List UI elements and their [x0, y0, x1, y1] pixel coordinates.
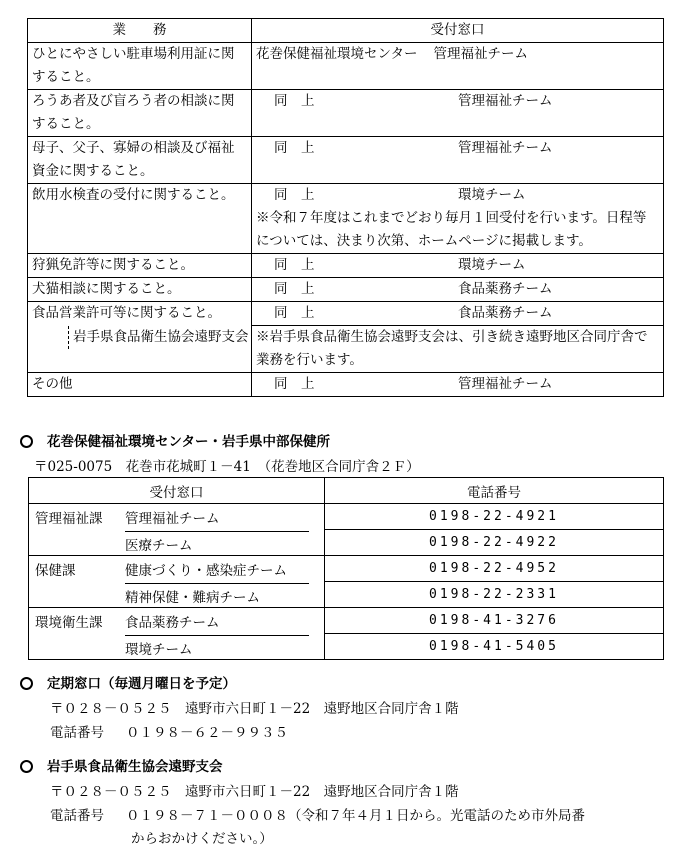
task-cell: 食品営業許可等に関すること。 [28, 302, 252, 326]
header-task: 業 務 [28, 19, 252, 43]
phone-table [28, 477, 664, 660]
circle-bullet-icon [20, 435, 33, 448]
dept-text: 保健課 [35, 562, 76, 579]
team-text: 環境チーム [458, 257, 526, 273]
team-text: 食品薬務チーム [125, 614, 220, 631]
location-cell: ※岩手県食品衛生協会遠野支会は、引き続き遠野地区合同庁舎で業務を行います。 [252, 326, 664, 373]
section3-title [20, 755, 223, 775]
team-cell [29, 556, 325, 582]
location-text: 同 上 [274, 187, 315, 203]
team-cell [29, 582, 325, 608]
table-row [29, 634, 664, 660]
team-text: 健康づくり・感染症チーム [125, 562, 287, 579]
header-window: 受付窓口 [29, 478, 325, 504]
section2-title-text: 定期窓口（毎週月曜日を予定） [47, 676, 236, 692]
location-cell [252, 137, 664, 184]
phone-note: （令和７年４月１日から。光電話のため市外局番 [288, 808, 585, 824]
phone-cell: 0198-22-4922 [325, 530, 664, 556]
task-cell: 飲用水検査の受付に関すること。 [28, 184, 252, 254]
section3-phone-note-2: からおかけください。） [131, 831, 273, 847]
table-row [28, 43, 664, 90]
table-row [28, 254, 664, 278]
location-cell [252, 184, 664, 254]
services-table [27, 18, 664, 397]
location-text: 同 上 [274, 305, 315, 321]
table-row [29, 582, 664, 608]
table-header [28, 19, 664, 43]
phone-cell: 0198-22-2331 [325, 582, 664, 608]
team-cell [29, 504, 325, 530]
location-text: 花巻保健福祉環境センター [256, 46, 418, 62]
table-row [28, 184, 664, 254]
dept-text: 管理福祉課 [35, 510, 103, 527]
team-text: 環境チーム [458, 187, 526, 203]
team-text: 管理福祉チーム [125, 510, 220, 527]
phone-label: 電話番号 [50, 808, 104, 824]
phone-cell: 0198-41-5405 [325, 634, 664, 660]
table-row [28, 90, 664, 137]
section1-title-text: 花巻保健福祉環境センター・岩手県中部保健所 [47, 434, 330, 450]
team-text: 食品薬務チーム [458, 305, 553, 321]
sub-task-text: 岩手県食品衛生協会遠野支会 [68, 326, 251, 349]
phone-cell: 0198-41-3276 [325, 608, 664, 634]
task-cell: 犬猫相談に関すること。 [28, 278, 252, 302]
table-row [29, 608, 664, 634]
table-row [28, 373, 664, 397]
section3-phone-line [50, 804, 585, 824]
section3-address: 〒０２８－０５２５ 遠野市六日町１－22 遠野地区合同庁舎１階 [50, 784, 459, 800]
section2-title [20, 672, 236, 692]
header-phone: 電話番号 [325, 478, 664, 504]
task-cell [28, 326, 252, 373]
section2-address: 〒０２８－０５２５ 遠野市六日町１－22 遠野地区合同庁舎１階 [50, 701, 459, 717]
note-text: ※令和７年度はこれまでどおり毎月１回受付を行います。日程等については、決まり次第、ホームページに掲載します。 [256, 210, 647, 249]
task-cell: ひとにやさしい駐車場利用証に関すること。 [28, 43, 252, 90]
task-cell: 母子、父子、寡婦の相談及び福祉資金に関すること。 [28, 137, 252, 184]
section2-phone-line [50, 721, 288, 741]
team-text: 管理福祉チーム [433, 46, 528, 62]
section3-title-text: 岩手県食品衛生協会遠野支会 [47, 759, 223, 775]
location-text: 同 上 [274, 281, 315, 297]
team-text: 食品薬務チーム [458, 281, 553, 297]
dept-text: 環境衛生課 [35, 614, 103, 631]
phone-number: ０１９８－６２－９９３５ [126, 725, 288, 741]
phone-number: ０１９８－７１－０００８ [126, 808, 288, 824]
team-text: 管理福祉チーム [458, 376, 553, 392]
phone-cell: 0198-22-4952 [325, 556, 664, 582]
task-cell: 狩猟免許等に関すること。 [28, 254, 252, 278]
team-cell [29, 530, 325, 556]
circle-bullet-icon [20, 760, 33, 773]
team-cell [29, 634, 325, 660]
table-row [28, 278, 664, 302]
section1-address: 〒025-0075 花巻市花城町１－41 （花巻地区合同庁舎２Ｆ） [34, 459, 420, 475]
table-row [29, 556, 664, 582]
location-cell [252, 254, 664, 278]
location-text: 同 上 [274, 93, 315, 109]
table-row [29, 504, 664, 530]
table-header [29, 478, 664, 504]
circle-bullet-icon [20, 677, 33, 690]
team-text: 精神保健・難病チーム [125, 583, 309, 606]
location-cell [252, 302, 664, 326]
team-text: 管理福祉チーム [458, 140, 553, 156]
team-text: 管理福祉チーム [458, 93, 553, 109]
table-row [29, 530, 664, 556]
phone-label: 電話番号 [50, 725, 104, 741]
location-cell [252, 90, 664, 137]
table-row-sub [28, 326, 664, 373]
location-text: 同 上 [274, 257, 315, 273]
team-cell [29, 608, 325, 634]
location-text: 同 上 [274, 376, 315, 392]
header-location: 受付窓口 [252, 19, 664, 43]
task-cell: その他 [28, 373, 252, 397]
location-text: 同 上 [274, 140, 315, 156]
phone-cell: 0198-22-4921 [325, 504, 664, 530]
team-text: 医療チーム [125, 531, 309, 554]
team-text: 環境チーム [125, 635, 309, 658]
section1-title [20, 430, 330, 450]
location-cell [252, 278, 664, 302]
task-cell: ろうあ者及び盲ろう者の相談に関すること。 [28, 90, 252, 137]
location-cell [252, 373, 664, 397]
location-cell [252, 43, 664, 90]
table-row [28, 137, 664, 184]
table-row [28, 302, 664, 326]
